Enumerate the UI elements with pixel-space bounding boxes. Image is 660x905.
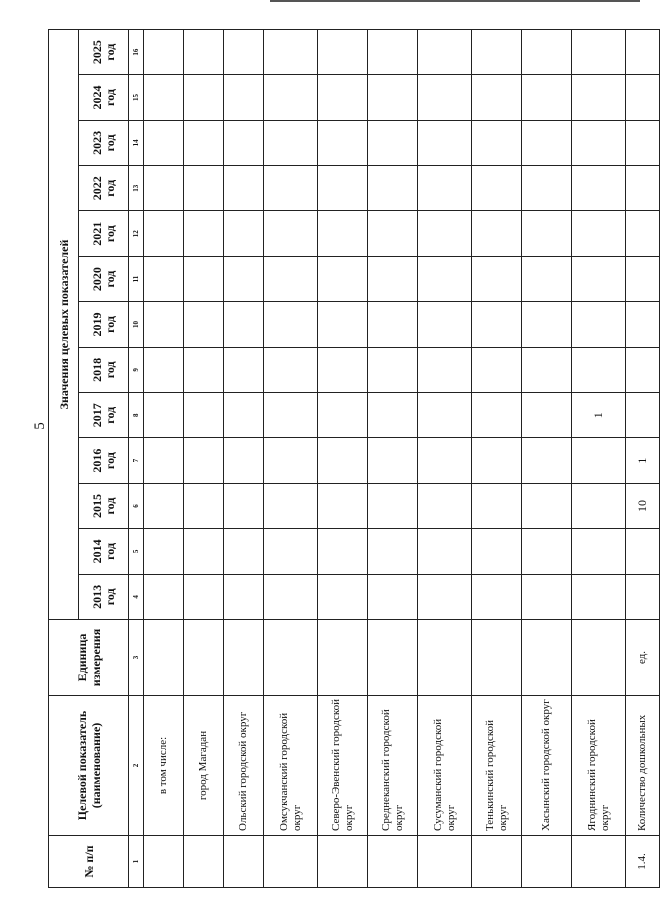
row-value xyxy=(368,302,418,347)
column-number: 11 xyxy=(129,256,144,301)
row-value xyxy=(264,393,318,438)
row-value xyxy=(522,211,572,256)
row-value xyxy=(572,166,626,211)
row-value xyxy=(572,483,626,528)
header-indicator: Целевой показатель (наименование) xyxy=(49,696,129,836)
header-num: № п/п xyxy=(49,836,129,888)
row-value xyxy=(144,211,184,256)
row-value xyxy=(368,393,418,438)
column-number: 13 xyxy=(129,166,144,211)
row-value xyxy=(264,120,318,165)
row-value xyxy=(522,29,572,74)
row-value xyxy=(472,302,522,347)
column-number: 12 xyxy=(129,211,144,256)
header-year: 2017 год xyxy=(79,393,129,438)
row-value xyxy=(318,438,368,483)
row-value xyxy=(184,302,224,347)
row-value xyxy=(368,120,418,165)
row-value xyxy=(572,75,626,120)
row-value xyxy=(144,302,184,347)
row-indicator: Хасынский городской округ xyxy=(522,696,572,836)
row-value xyxy=(572,211,626,256)
row-value xyxy=(572,529,626,574)
header-year: 2022 год xyxy=(79,166,129,211)
rotated-table-wrapper xyxy=(48,30,649,888)
row-num xyxy=(224,836,264,888)
row-value xyxy=(318,211,368,256)
row-value xyxy=(224,529,264,574)
row-indicator: Северо-Эвенский городской округ xyxy=(318,696,368,836)
row-value xyxy=(224,211,264,256)
row-value xyxy=(144,166,184,211)
column-number: 5 xyxy=(129,529,144,574)
row-value xyxy=(318,256,368,301)
row-value xyxy=(472,438,522,483)
row-value xyxy=(368,75,418,120)
row-value xyxy=(418,574,472,619)
row-value: 1 xyxy=(572,393,626,438)
row-value xyxy=(184,120,224,165)
row-value xyxy=(472,211,522,256)
row-num xyxy=(144,836,184,888)
row-value xyxy=(418,166,472,211)
row-unit xyxy=(522,620,572,696)
header-year: 2015 год xyxy=(79,483,129,528)
row-value xyxy=(418,393,472,438)
header-year: 2023 год xyxy=(79,120,129,165)
header-year: 2019 год xyxy=(79,302,129,347)
row-value: 10 xyxy=(626,483,660,528)
row-value xyxy=(626,211,660,256)
row-value xyxy=(626,529,660,574)
row-indicator: Сусуманский городской округ xyxy=(418,696,472,836)
row-unit xyxy=(368,620,418,696)
row-value xyxy=(472,347,522,392)
row-unit xyxy=(472,620,522,696)
row-value xyxy=(368,438,418,483)
row-value xyxy=(318,29,368,74)
row-value xyxy=(626,393,660,438)
row-value xyxy=(264,211,318,256)
row-value xyxy=(224,256,264,301)
row-value xyxy=(418,256,472,301)
column-number: 9 xyxy=(129,347,144,392)
row-value xyxy=(264,529,318,574)
row-value xyxy=(144,347,184,392)
row-num xyxy=(472,836,522,888)
table-row xyxy=(572,29,626,887)
row-num xyxy=(572,836,626,888)
row-unit xyxy=(318,620,368,696)
column-number: 14 xyxy=(129,120,144,165)
row-value xyxy=(224,574,264,619)
row-value xyxy=(144,483,184,528)
row-value xyxy=(472,29,522,74)
row-indicator: Количество дошкольных xyxy=(626,696,660,836)
table-row xyxy=(418,29,472,887)
table-row xyxy=(144,29,184,887)
row-value xyxy=(184,29,224,74)
row-indicator: Ягоднинский городской округ xyxy=(572,696,626,836)
row-value xyxy=(418,483,472,528)
row-value xyxy=(264,483,318,528)
row-unit: ед. xyxy=(626,620,660,696)
column-number: 7 xyxy=(129,438,144,483)
row-value xyxy=(472,483,522,528)
header-values-group: Значения целевых показателей xyxy=(49,29,79,619)
row-value xyxy=(318,120,368,165)
row-value xyxy=(626,256,660,301)
table-row xyxy=(318,29,368,887)
row-value xyxy=(522,529,572,574)
row-value xyxy=(264,256,318,301)
row-value xyxy=(184,529,224,574)
row-value xyxy=(626,120,660,165)
column-number: 10 xyxy=(129,302,144,347)
row-value xyxy=(418,302,472,347)
row-value xyxy=(626,347,660,392)
row-value xyxy=(144,120,184,165)
row-value xyxy=(318,529,368,574)
row-value xyxy=(318,393,368,438)
row-value xyxy=(522,75,572,120)
row-value xyxy=(472,256,522,301)
row-value xyxy=(368,483,418,528)
row-value xyxy=(184,75,224,120)
table-row xyxy=(264,29,318,887)
row-value xyxy=(368,166,418,211)
page-number: 5 xyxy=(32,422,48,430)
row-unit xyxy=(572,620,626,696)
row-value xyxy=(626,166,660,211)
row-indicator: Тенькинский городской округ xyxy=(472,696,522,836)
column-number: 15 xyxy=(129,75,144,120)
column-number: 2 xyxy=(129,696,144,836)
row-num: 1.4. xyxy=(626,836,660,888)
row-value xyxy=(368,211,418,256)
header-year: 2016 год xyxy=(79,438,129,483)
row-indicator: в том числе: xyxy=(144,696,184,836)
row-value xyxy=(368,29,418,74)
header-unit: Единица измерения xyxy=(49,620,129,696)
row-unit xyxy=(224,620,264,696)
row-num xyxy=(318,836,368,888)
row-value xyxy=(144,574,184,619)
header-year: 2021 год xyxy=(79,211,129,256)
row-value xyxy=(368,574,418,619)
row-value xyxy=(626,75,660,120)
target-indicators-table xyxy=(48,29,660,888)
row-indicator: Омсукчанский городской округ xyxy=(264,696,318,836)
row-value xyxy=(224,75,264,120)
row-value xyxy=(184,438,224,483)
row-unit xyxy=(264,620,318,696)
header-year: 2013 год xyxy=(79,574,129,619)
row-value xyxy=(418,29,472,74)
row-value xyxy=(264,574,318,619)
row-num xyxy=(522,836,572,888)
row-value xyxy=(572,256,626,301)
row-value xyxy=(472,75,522,120)
row-value xyxy=(522,393,572,438)
row-value xyxy=(224,120,264,165)
header-year: 2025 год xyxy=(79,29,129,74)
table-row xyxy=(224,29,264,887)
row-value xyxy=(368,529,418,574)
table-row xyxy=(184,29,224,887)
row-value xyxy=(184,393,224,438)
row-value xyxy=(224,29,264,74)
row-value xyxy=(144,256,184,301)
row-value xyxy=(224,302,264,347)
column-number: 8 xyxy=(129,393,144,438)
row-value xyxy=(264,438,318,483)
row-value xyxy=(224,438,264,483)
row-value xyxy=(318,166,368,211)
row-num xyxy=(184,836,224,888)
row-value xyxy=(418,211,472,256)
table-row xyxy=(472,29,522,887)
row-value xyxy=(626,574,660,619)
row-indicator: город Магадан xyxy=(184,696,224,836)
row-value xyxy=(184,256,224,301)
row-value xyxy=(318,75,368,120)
row-value xyxy=(522,302,572,347)
column-number: 4 xyxy=(129,574,144,619)
row-value xyxy=(264,166,318,211)
table-row xyxy=(626,29,660,887)
row-value xyxy=(572,438,626,483)
top-rule xyxy=(270,0,640,2)
row-value xyxy=(184,483,224,528)
row-value: 1 xyxy=(626,438,660,483)
row-indicator: Ольский городской округ xyxy=(224,696,264,836)
row-value xyxy=(572,574,626,619)
row-value xyxy=(224,166,264,211)
row-unit xyxy=(418,620,472,696)
table-row xyxy=(522,29,572,887)
row-value xyxy=(224,393,264,438)
row-value xyxy=(626,29,660,74)
row-indicator: Среднеканский городской округ xyxy=(368,696,418,836)
row-value xyxy=(264,347,318,392)
column-number: 16 xyxy=(129,29,144,74)
row-value xyxy=(472,120,522,165)
row-value xyxy=(472,393,522,438)
row-value xyxy=(522,574,572,619)
column-number: 1 xyxy=(129,836,144,888)
header-year: 2020 год xyxy=(79,256,129,301)
row-value xyxy=(522,438,572,483)
row-value xyxy=(224,483,264,528)
row-value xyxy=(144,438,184,483)
row-value xyxy=(264,75,318,120)
row-value xyxy=(184,574,224,619)
row-value xyxy=(144,529,184,574)
row-value xyxy=(522,483,572,528)
row-unit xyxy=(144,620,184,696)
row-value xyxy=(626,302,660,347)
row-num xyxy=(418,836,472,888)
row-value xyxy=(184,211,224,256)
row-value xyxy=(572,29,626,74)
row-value xyxy=(418,120,472,165)
row-value xyxy=(184,166,224,211)
table-row xyxy=(368,29,418,887)
row-value xyxy=(144,29,184,74)
row-value xyxy=(318,347,368,392)
row-value xyxy=(572,347,626,392)
row-value xyxy=(472,529,522,574)
row-value xyxy=(418,438,472,483)
row-value xyxy=(368,347,418,392)
row-value xyxy=(522,347,572,392)
row-value xyxy=(418,75,472,120)
row-value xyxy=(472,574,522,619)
row-value xyxy=(318,483,368,528)
row-value xyxy=(522,120,572,165)
row-value xyxy=(264,302,318,347)
row-unit xyxy=(184,620,224,696)
row-value xyxy=(144,75,184,120)
column-number: 3 xyxy=(129,620,144,696)
row-value xyxy=(522,256,572,301)
column-number: 6 xyxy=(129,483,144,528)
header-year: 2024 год xyxy=(79,75,129,120)
row-value xyxy=(318,574,368,619)
row-value xyxy=(572,302,626,347)
row-num xyxy=(264,836,318,888)
header-year: 2014 год xyxy=(79,529,129,574)
row-value xyxy=(224,347,264,392)
row-value xyxy=(418,347,472,392)
row-value xyxy=(184,347,224,392)
row-value xyxy=(522,166,572,211)
row-num xyxy=(368,836,418,888)
row-value xyxy=(318,302,368,347)
row-value xyxy=(572,120,626,165)
header-year: 2018 год xyxy=(79,347,129,392)
row-value xyxy=(472,166,522,211)
row-value xyxy=(144,393,184,438)
row-value xyxy=(264,29,318,74)
row-value xyxy=(368,256,418,301)
row-value xyxy=(418,529,472,574)
